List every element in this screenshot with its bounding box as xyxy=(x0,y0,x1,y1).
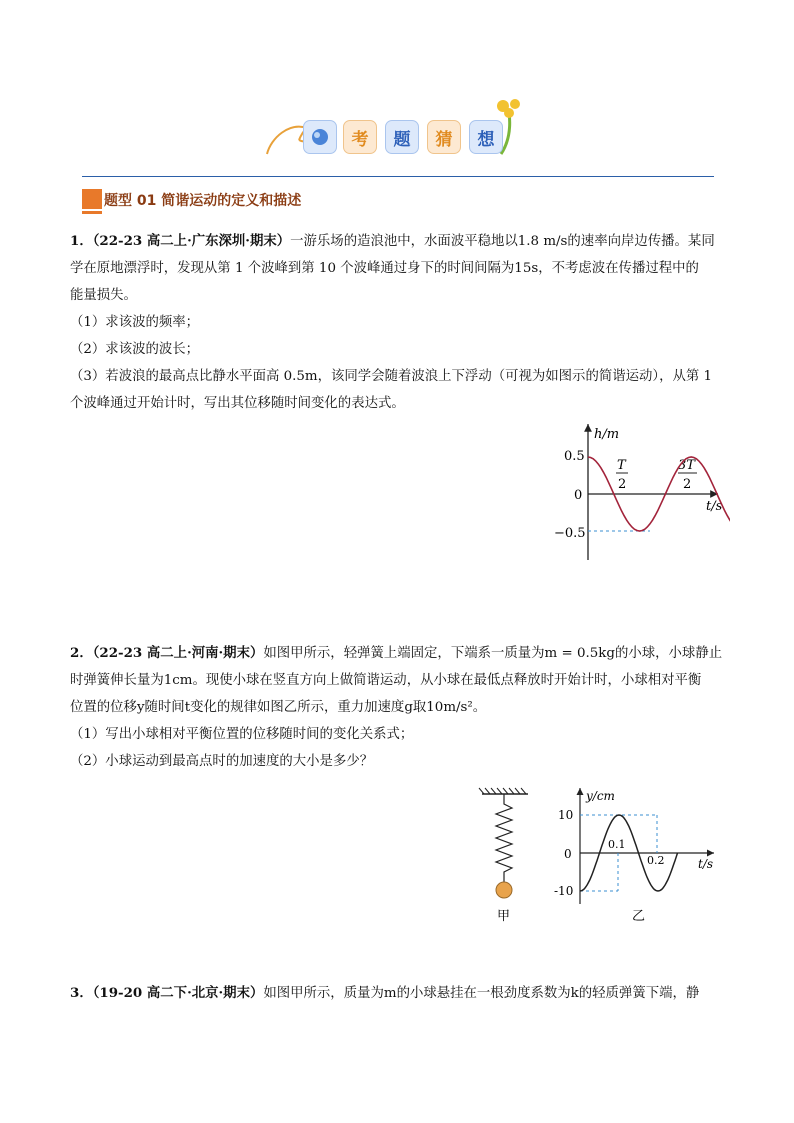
q2-line-3: 位置的位移y随时间t变化的规律如图乙所示，重力加速度g取10m/s²。 xyxy=(70,700,487,715)
q2-xtick-02: 0.2 xyxy=(647,854,665,867)
q1-line-7: 个波峰通过开始计时，写出其位移随时间变化的表达式。 xyxy=(70,396,405,411)
q2-y-label: y/cm xyxy=(586,789,615,803)
q2-part-1: （1）写出小球相对平衡位置的位移随时间的变化关系式； xyxy=(70,727,414,742)
q3-line-1 xyxy=(70,980,730,1007)
q1-ytick-max: 0.5 xyxy=(564,449,585,464)
question-3 xyxy=(70,980,730,1007)
question-1 xyxy=(70,228,730,417)
q2-xtick-01: 0.1 xyxy=(608,838,626,851)
banner-badge-cai: 猜 xyxy=(427,120,461,154)
q1-part-3: （3）若波浪的最高点比静水平面高 0.5m，该同学会随着波浪上下浮动（可视为如图示的简谐运动），从第 1 xyxy=(70,369,713,384)
banner-badge-kao: 考 xyxy=(343,120,377,154)
q2-part-2: （2）小球运动到最高点时的加速度的大小是多少？ xyxy=(70,754,374,769)
q2-number: 2． xyxy=(70,645,93,661)
q2-spring-figure xyxy=(474,786,534,926)
q1-part-1: （1）求该波的频率； xyxy=(70,315,200,330)
figure-jia-label: 甲 xyxy=(497,909,511,924)
q1-t2-den: 2 xyxy=(683,477,692,492)
q1-text-line: 一游乐场的造浪池中，水面波平稳地以1.8 m/s的速率向岸边传播。某同 xyxy=(290,234,715,249)
q1-source: （22-23 高二上·广东深圳·期末） xyxy=(92,233,291,249)
q1-line-1 xyxy=(70,228,730,255)
q1-line-2: 学在原地漂浮时，发现从第 1 个波峰到第 10 个波峰通过身下的时间间隔为15s，不考虑波在传播过程中的 xyxy=(70,261,699,276)
q1-y-label: h/m xyxy=(594,427,620,442)
q1-ytick-zero: 0 xyxy=(574,488,583,503)
q2-line-1 xyxy=(70,640,730,667)
section-underline xyxy=(82,211,102,214)
figure-yi-label: 乙 xyxy=(632,909,646,924)
ceiling-hatch xyxy=(479,788,526,794)
q1-line-3: 能量损失。 xyxy=(70,288,137,303)
q3-text-line: 如图甲所示，质量为m的小球悬挂在一根劲度系数为k的轻质弹簧下端，静 xyxy=(263,986,700,1001)
q3-source: （19-20 高二下·北京·期末） xyxy=(92,985,264,1001)
q3-number: 3． xyxy=(70,985,93,1001)
q1-t2-num: 3T xyxy=(678,458,695,473)
circle-icon xyxy=(311,128,329,146)
q1-x-label: t/s xyxy=(706,499,723,514)
q1-t1-den: 2 xyxy=(618,477,627,492)
q1-number: 1． xyxy=(70,233,93,249)
banner-badge-ti: 题 xyxy=(385,120,419,154)
q2-x-label: t/s xyxy=(698,857,714,871)
q2-source: （22-23 高二上·河南·期末） xyxy=(92,645,264,661)
section-banner xyxy=(265,98,525,160)
q2-text-line: 如图甲所示，轻弹簧上端固定，下端系一质量为m = 0.5kg的小球，小球静止 xyxy=(263,646,723,661)
section-title xyxy=(82,189,482,215)
q2-ytick-min: -10 xyxy=(554,884,574,898)
section-title-text: 题型 01 简谐运动的定义和描述 xyxy=(104,193,302,209)
banner-circle-badge xyxy=(303,120,337,154)
q2-line-2: 时弹簧伸长量为1cm。现使小球在竖直方向上做简谐运动，从小球在最低点释放时开始计时，小球相对平衡 xyxy=(70,673,702,688)
q2-ytick-max: 10 xyxy=(558,808,574,822)
q1-part-2: （2）求该波的波长； xyxy=(70,342,200,357)
spring-coil xyxy=(496,794,512,882)
question-2 xyxy=(70,640,730,775)
q2-displacement-graph xyxy=(548,784,728,924)
ball-icon xyxy=(496,882,512,898)
q1-ytick-min: −0.5 xyxy=(554,526,586,541)
section-marker-icon xyxy=(82,189,102,209)
top-rule xyxy=(82,176,714,177)
q2-ytick-zero: 0 xyxy=(564,847,572,861)
q1-t1-num: T xyxy=(617,458,626,473)
banner-badge-xiang: 想 xyxy=(469,120,503,154)
q1-wave-graph xyxy=(550,420,730,565)
